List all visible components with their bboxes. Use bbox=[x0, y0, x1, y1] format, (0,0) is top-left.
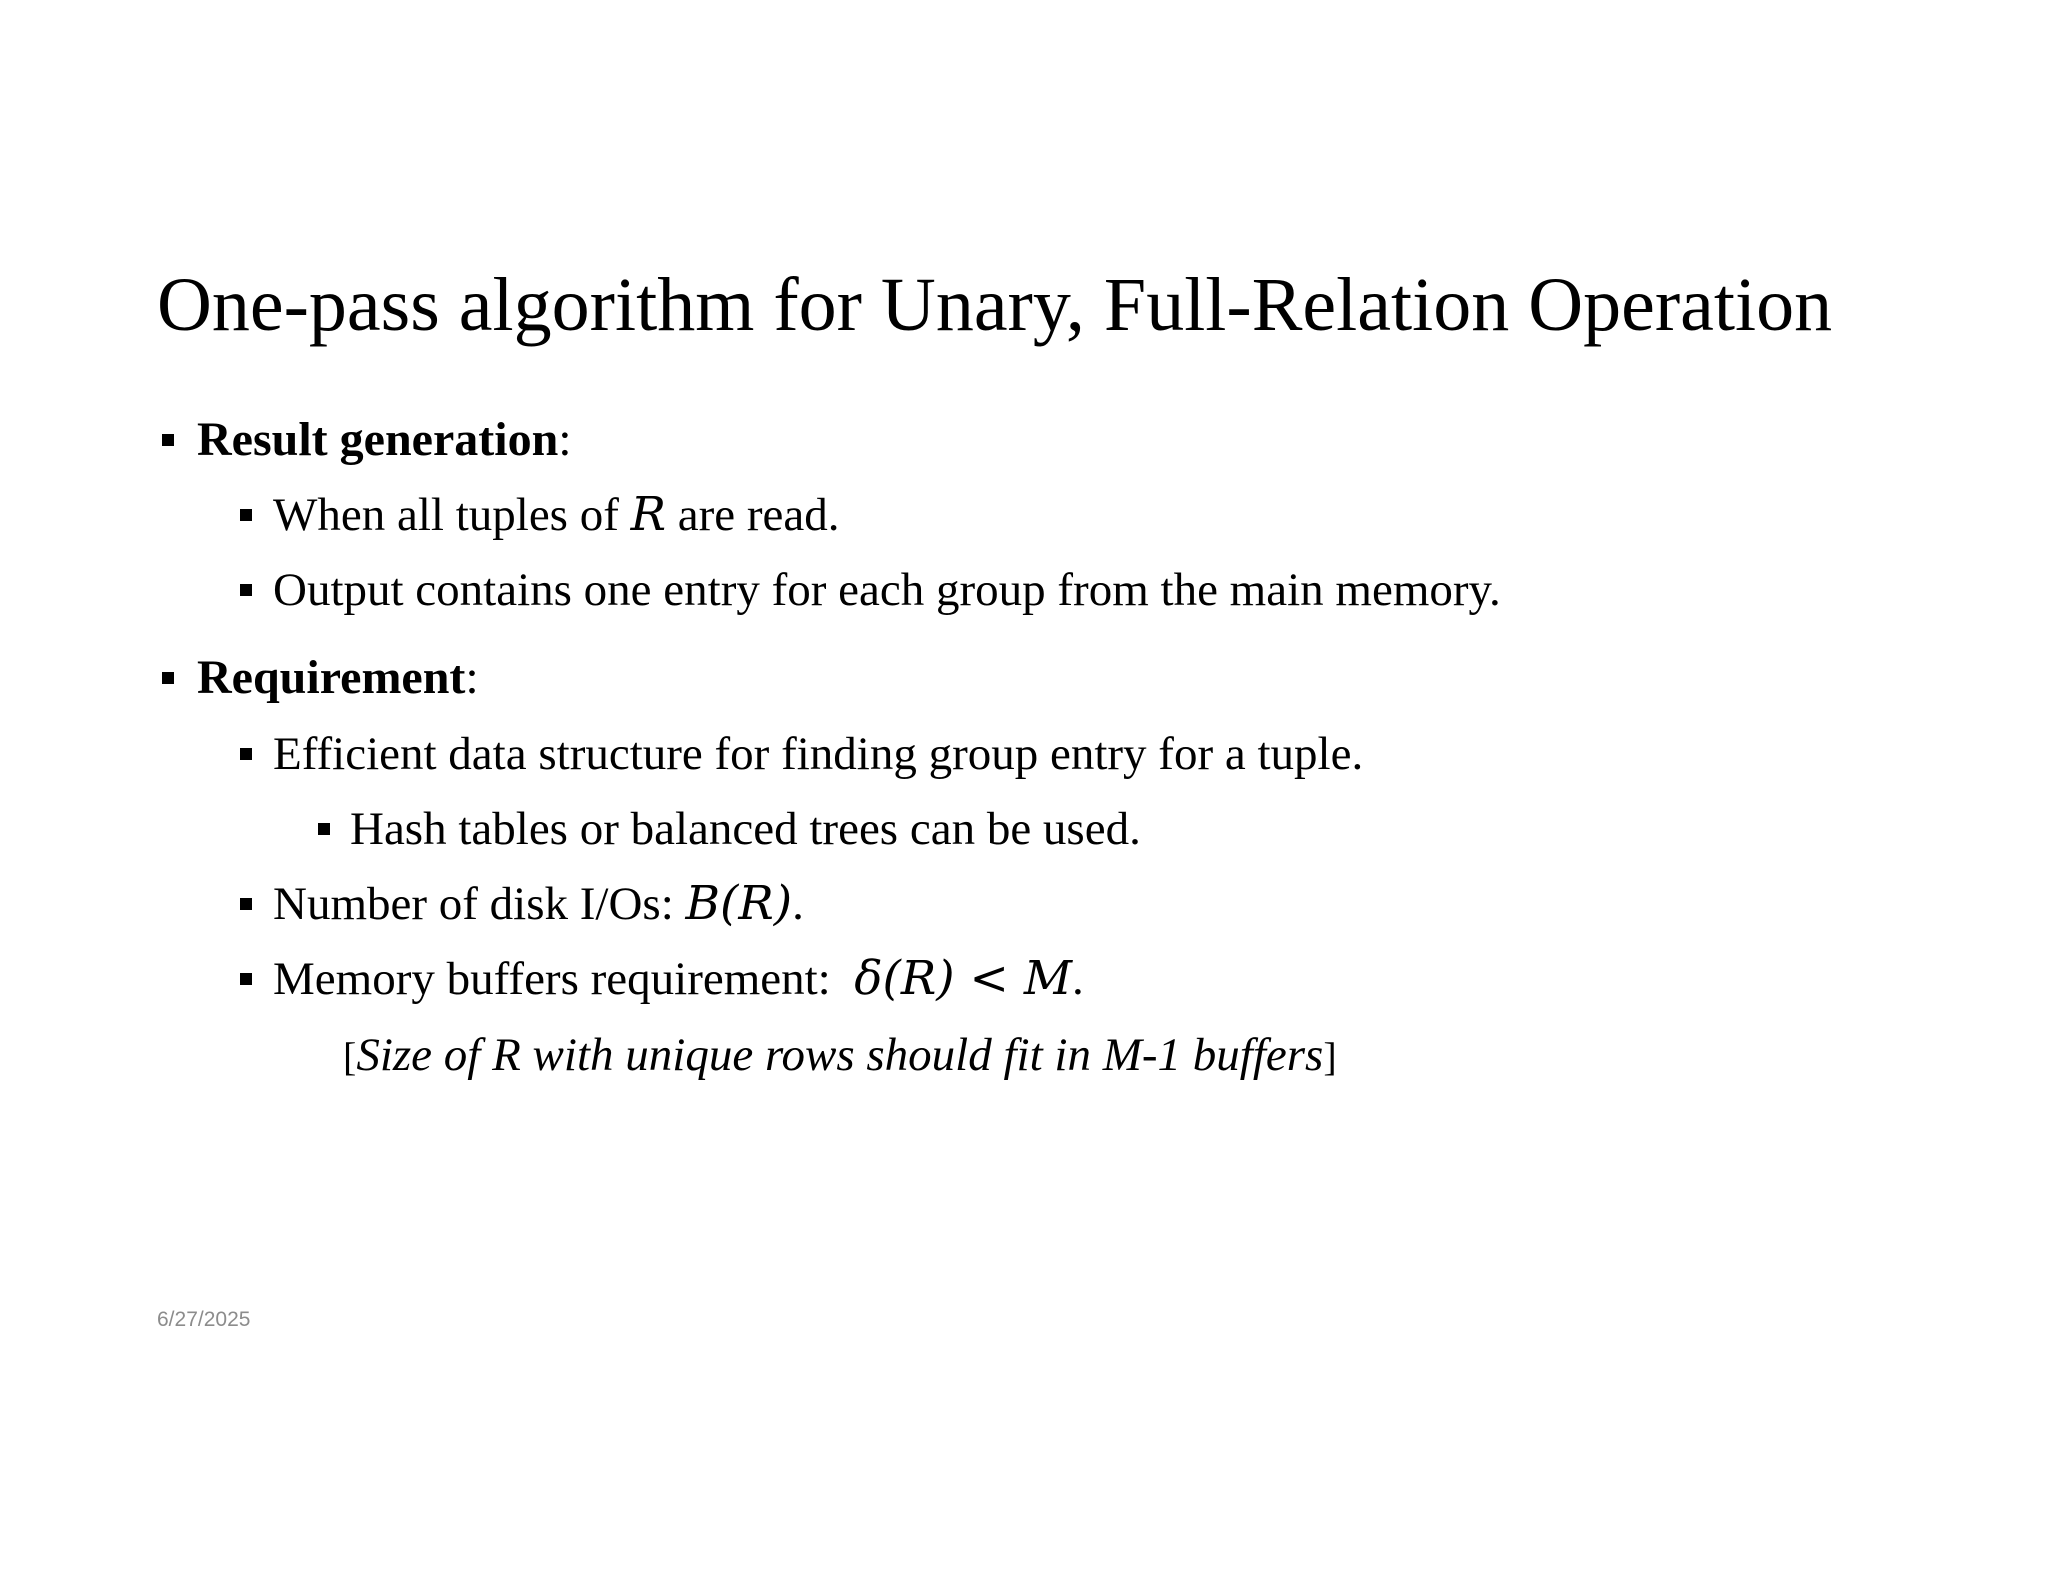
math-expression: R bbox=[630, 487, 667, 542]
bullet-square-icon bbox=[240, 898, 252, 910]
sub-bullet-memory-buffers: Memory buffers requirement: δ(R) < M. bbox=[0, 949, 2048, 1009]
bullet-heading: Result generation bbox=[197, 413, 559, 466]
math-expression: δ(R) < M bbox=[854, 951, 1072, 1006]
bullet-requirement: Requirement: bbox=[0, 648, 2048, 708]
bullet-square-icon bbox=[162, 672, 174, 684]
bullet-result-generation: Result generation: bbox=[0, 410, 2048, 470]
sub-bullet-data-structure: Efficient data structure for finding group entry for a tuple. bbox=[0, 724, 2048, 784]
note-text: Size of R with unique rows should fit in M-1 buffers bbox=[356, 1029, 1324, 1081]
bullet-heading: Requirement bbox=[197, 651, 466, 704]
math-expression: B(R) bbox=[685, 876, 793, 931]
sub-bullet-read-tuples: When all tuples of R are read. bbox=[0, 485, 2048, 545]
sub-bullet-output: Output contains one entry for each group from the main memory. bbox=[0, 560, 2048, 620]
sub-bullet-disk-ios: Number of disk I/Os: B(R). bbox=[0, 874, 2048, 934]
bullet-square-icon bbox=[318, 823, 330, 835]
bullet-square-icon bbox=[162, 434, 174, 446]
size-note: [Size of R with unique rows should fit in M-1 buffers] bbox=[343, 1029, 1337, 1081]
bullet-square-icon bbox=[240, 973, 252, 985]
bullet-square-icon bbox=[240, 748, 252, 760]
sub-sub-bullet-hash-tables: Hash tables or balanced trees can be used. bbox=[0, 799, 2048, 859]
slide-title: One-pass algorithm for Unary, Full-Relation Operation bbox=[157, 263, 1833, 347]
bullet-square-icon bbox=[240, 584, 252, 596]
slide-date: 6/27/2025 bbox=[157, 1308, 251, 1331]
bullet-square-icon bbox=[240, 509, 252, 521]
